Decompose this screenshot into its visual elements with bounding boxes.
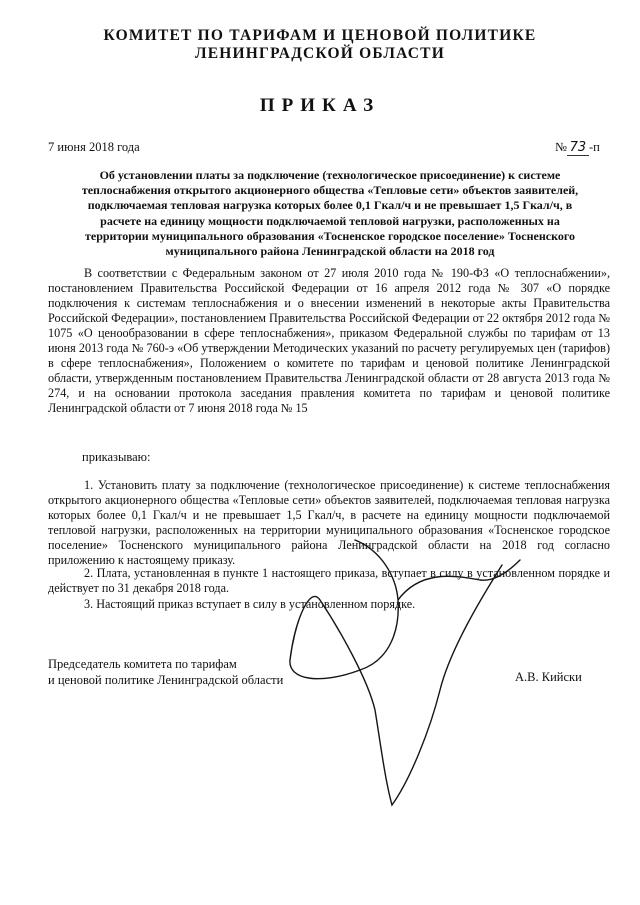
handwritten-signature [280, 480, 540, 810]
signatory-position [48, 656, 283, 688]
order-item-3: 3. Настоящий приказ вступает в силу в установленном порядке. [84, 597, 416, 611]
title-line: Об установлении платы за подключение (технологическое присоединение) к системе [99, 168, 561, 182]
order-word: приказываю: [82, 450, 151, 464]
title-line: теплоснабжения открытого акционерного общества «Тепловые сети» объектов заявителей, [81, 183, 579, 198]
document-type-heading: ПРИКАЗ [259, 95, 381, 116]
organization-name-line1: КОМИТЕТ ПО ТАРИФАМ И ЦЕНОВОЙ ПОЛИТИКЕ [103, 27, 537, 44]
order-item-2: 2. Плата, установленная в пункте 1 настоящего приказа, вступает в силу в установленном порядке и действует по 31 декабря 2018 года. [48, 566, 610, 595]
title-line: расчете на единицу мощности подключаемой тепловой нагрузки, расположенных на [100, 213, 560, 228]
signatory-position-line1: Председатель комитета по тарифам [48, 657, 237, 671]
handwritten-number: 73 [567, 140, 589, 156]
number-prefix: № [555, 140, 567, 154]
title-line: подключаемая тепловая нагрузка которых более 0,1 Гкал/ч и не превышает 1,5 Гкал/ч, в [87, 198, 573, 213]
number-suffix: -п [588, 140, 600, 154]
title-line: территории муниципального образования «Тосненское городское поселение» Тосненского [84, 228, 576, 243]
document-number [555, 140, 600, 156]
signature-stroke [290, 540, 520, 805]
document-title [60, 168, 600, 259]
document-date: 7 июня 2018 года [48, 140, 140, 154]
order-item-1: 1. Установить плату за подключение (технологическое присоединение) к системе теплоснабжения открытого акционерного общества «Тепловые сети» объектов заявителей, подключаемая тепловая нагрузка которых более 0,1 Гкал/ч и не превышает 1,5 Гкал/ч, в расчете на единицу мощности подключаемой тепловой нагрузки, расположенных на территории муниципального образования «Тосненское городское поселение» Тосненского муниципального района Ленинградской области на 2018 год согласно приложению к настоящему приказу. [48, 478, 610, 567]
signatory-position-line2: и ценовой политике Ленинградской области [48, 673, 284, 687]
signatory-name: А.В. Кийски [515, 670, 582, 684]
organization-name-line2: ЛЕНИНГРАДСКОЙ ОБЛАСТИ [195, 45, 445, 62]
title-line: муниципального района Ленинградской области на 2018 год [165, 244, 495, 259]
preamble-paragraph: В соответствии с Федеральным законом от 27 июля 2010 года № 190-ФЗ «О теплоснабжении», постановлением Правительства Российской Федерации от 16 апреля 2012 года № 307 «О порядке подключения к системам теплоснабжения и о внесении изменений в некоторые акты Правительства Российской Федерации», постановлением Правительства Российской Федерации от 22 октября 2012 года № 1075 «О ценообразовании в сфере теплоснабжения», приказом Федеральной службы по тарифам от 13 июня 2013 года № 760-э «Об утверждении Методических указаний по расчету регулируемых цен (тарифов) в сфере теплоснабжения», Положением о комитете по тарифам и ценовой политике Ленинградской области, утвержденным постановлением Правительства Ленинградской области от 28 августа 2013 года № 274, и на основании протокола заседания правления комитета по тарифам и ценовой политике Ленинградской области от 7 июня 2018 года № 15 [48, 266, 610, 415]
